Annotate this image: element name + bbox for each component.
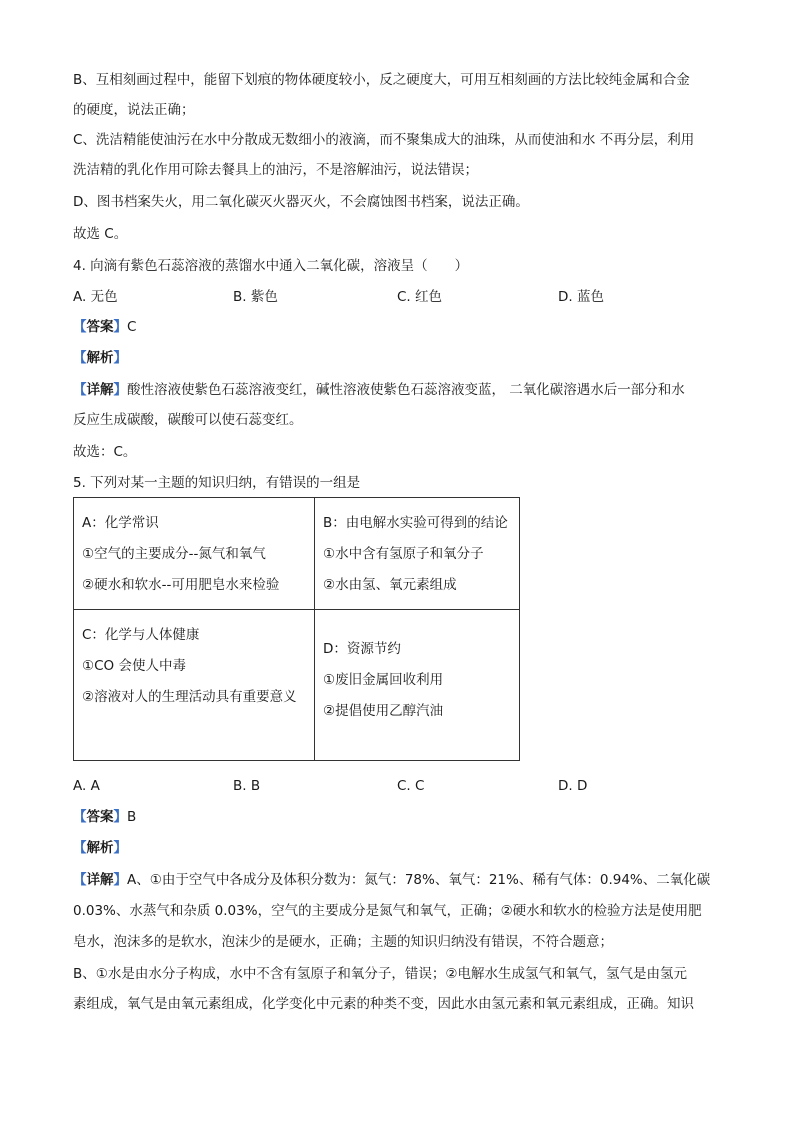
q4-option-d: D. 蓝色 (558, 289, 604, 305)
q5-detail-line3: 皂水，泡沫多的是软水，泡沫少的是硬水，正确；主题的知识归纳没有错误，不符合题意； (73, 934, 613, 950)
q4-detail-line2: 反应生成碳酸，碳酸可以使石蕊变红。 (73, 412, 303, 428)
q5-option-a: A. A (73, 778, 100, 794)
q5-analysis-heading: 【解析】 (73, 840, 127, 856)
q4-option-c: C. 红色 (397, 289, 443, 305)
q4-option-b: B. 紫色 (233, 289, 278, 305)
q4-answer: 【答案】C (73, 319, 137, 335)
detail-label: 详解 (86, 872, 114, 888)
answer-label: 答案 (86, 319, 114, 335)
q5-detail-line2: 0.03%、水蒸气和杂质 0.03%，空气的主要成分是氮气和氧气，正确；②硬水和软水的检验方法是使用肥 (73, 903, 702, 919)
q4-detail-line1: 【详解】酸性溶液使紫色石蕊溶液变红，碱性溶液使紫色石蕊溶液变蓝， 二氧化碳溶遇水后一部分和水 (73, 382, 685, 398)
table-cell-c: C：化学与人体健康 ①CO 会使人中毒 ②溶液对人的生理活动具有重要意义 (74, 610, 315, 761)
selection-q4: 故选：C。 (73, 444, 137, 460)
explanation-d-line: D、图书档案失火，用二氧化碳灭火器灭火，不会腐蚀图书档案，说法正确。 (73, 194, 529, 210)
q5-option-b: B. B (233, 778, 261, 794)
explanation-c-line2: 洗洁精的乳化作用可除去餐具上的油污，不是溶解油污，说法错误； (73, 162, 478, 178)
q5-detail-line1: 【详解】A、①由于空气中各成分及体积分数为：氮气：78%、氧气：21%、稀有气体：0.94%、二氧化碳 (73, 872, 711, 888)
answer-value: C (127, 319, 137, 335)
explanation-b-line2: 的硬度，说法正确； (73, 102, 195, 118)
question-5-stem: 5. 下列对某一主题的知识归纳，有错误的一组是 (73, 475, 361, 491)
question-4-stem: 4. 向滴有紫色石蕊溶液的蒸馏水中通入二氧化碳，溶液呈（ ） (73, 258, 469, 274)
q5-detail-line5: 素组成，氧气是由氧元素组成，化学变化中元素的种类不变，因此水由氢元素和氧元素组成，正确。知识 (73, 996, 694, 1012)
answer-label: 答案 (86, 809, 114, 825)
analysis-label: 解析 (86, 840, 114, 856)
table-cell-d: D：资源节约 ①废旧金属回收利用 ②提倡使用乙醇汽油 (315, 610, 520, 761)
selection-q3: 故选 C。 (73, 226, 128, 242)
q5-answer: 【答案】B (73, 809, 137, 825)
analysis-label: 解析 (86, 350, 114, 366)
q5-option-c: C. C (397, 778, 425, 794)
explanation-c-line1: C、洗洁精能使油污在水中分散成无数细小的液滴，而不聚集成大的油珠，从而使油和水 不再分层，利用 (73, 132, 695, 148)
knowledge-table (73, 497, 520, 761)
explanation-b-line1: B、互相刻画过程中，能留下划痕的物体硬度较小，反之硬度大，可用互相刻画的方法比较纯金属和合金 (73, 72, 690, 88)
q5-option-d: D. D (558, 778, 588, 794)
q5-detail-line4: B、①水是由水分子构成，水中不含有氢原子和氧分子，错误；②电解水生成氢气和氧气，氢气是由氢元 (73, 966, 687, 982)
q4-analysis-heading: 【解析】 (73, 350, 127, 366)
table-cell-b: B：由电解水实验可得到的结论 ①水中含有氢原子和氧分子 ②水由氢、氧元素组成 (315, 498, 520, 610)
answer-value: B (127, 809, 137, 825)
detail-label: 详解 (86, 382, 114, 398)
q4-option-a: A. 无色 (73, 289, 118, 305)
table-cell-a: A：化学常识 ①空气的主要成分--氮气和氧气 ②硬水和软水--可用肥皂水来检验 (74, 498, 315, 610)
